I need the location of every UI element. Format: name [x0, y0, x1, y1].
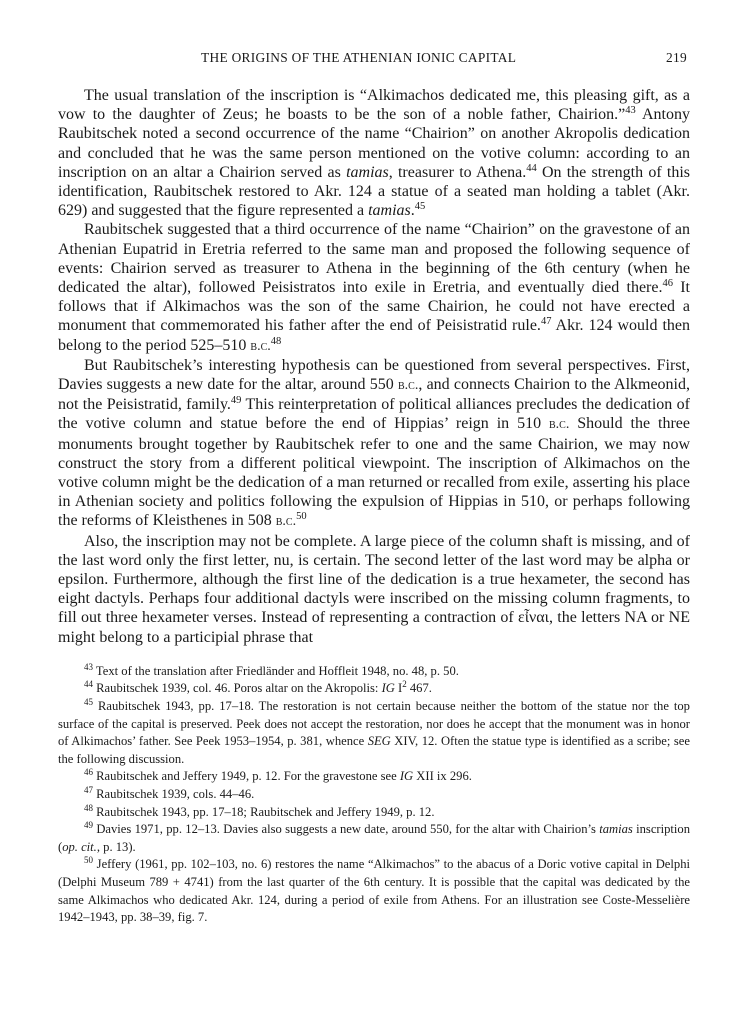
- running-title: THE ORIGINS OF THE ATHENIAN IONIC CAPITAL: [201, 50, 517, 65]
- note-ref-43[interactable]: 43: [625, 105, 636, 117]
- note-ref-49[interactable]: 49: [230, 395, 242, 407]
- footnote-44: $^{44}$ Raubitschek 1939, col. 46. Poros altar on the Akropolis: IG $I^2$ 467.: [84, 679, 432, 696]
- note-ref-50[interactable]: 50: [296, 511, 307, 523]
- footnote-46: $^{46}$ Raubitschek and Jeffery 1949, p. 12. For the gravestone see IG XII ix 296.: [84, 767, 472, 784]
- footnote-47: $^{47}$ Raubitschek 1939, cols. 44–46.: [84, 785, 255, 802]
- note-ref-48[interactable]: 48: [270, 335, 282, 347]
- paragraph-4: Also, the inscription may not be complete. A large piece of the column shaft is missing, and of the last word only the first letter, nu, is certain. The second letter of the last word may be alpha or epsilon. Furthermore, although the first line of the dedication is a true hexameter, the second has eight dactyls. Perhaps four additional dactyls were inscribed on the missing column fragments, to fill out three hexameter verses. Instead of representing a contraction of εἶναι, the letters NA or NE might belong to a participial phrase that: [58, 532, 690, 646]
- footnote-43: $^{43}$ Text of the translation after Friedländer and Hoffleit 1948, no. 48, p. 50.: [84, 661, 459, 678]
- footnote-48: $^{48}$ Raubitschek 1943, pp. 17–18; Raubitschek and Jeffery 1949, p. 12.: [84, 802, 435, 819]
- footnote-45: $^{45}$ Raubitschek 1943, pp. 17–18. The restoration is not certain because neither the bottom of the statue nor the top surface of the capital is preserved. Peek does not accept the restoration, nor does he accept that the monument was in honor of Alkimachos’ father. See Peek 1953–1954, p. 381, whence SEG XIV, 12. Often the statue type is identified as a scribe; see the following discussion.: [58, 697, 690, 766]
- page-number: 219: [666, 50, 687, 65]
- paragraph-3: But Raubitschek’s interesting hypothesis can be questioned from several perspectives. First, Davies suggests a new date for the altar, around 550 b.c., and connects Chairion to the Alkmeonid, not the Peisistratid, family.$^{49}$ This reinterpretation of political alliances precludes the dedication of the votive column and statue before the end of Hippias’ reign in 510 b.c. Should the three monuments brought together by Raubitschek refer to one and the same Chairion, we may now construct the story from a different political viewpoint. The inscription of Alkimachos on the votive column might be the dedication of a man returned or recalled from exile, asserting his place in Athenian society and politics following the expulsion of Hippias in 510, or perhaps following the reforms of Kleisthenes in 508 b.c.$^{50}$: [58, 356, 691, 530]
- note-ref-44[interactable]: 44: [526, 162, 537, 174]
- paragraph-2: Raubitschek suggested that a third occurrence of the name “Chairion” on the gravestone of an Athenian Eupatrid in Eretria referred to the same man and proposed the following sequence of events: Chairion served as treasurer to Athena in the beginning of the 6th century (when he dedicated the altar), followed Peisistratos into exile in Eretria, and eventually died there.$^{46}$ It follows that if Alkimachos was the son of the same Chairion, he could not have erected a monument that commemorated his father after the end of Peisistratid rule.$^{47}$ Akr. 124 would then belong to the period 525–510 b.c.$^{48}$: [58, 221, 690, 354]
- running-header: [58, 50, 690, 72]
- main-text: [58, 86, 690, 647]
- footnotes: [58, 663, 690, 927]
- footnote-50: $^{50}$ Jeffery (1961, pp. 102–103, no. 6) restores the name “Alkimachos” to the abacus of a Doric votive capital in Delphi (Delphi Museum 789 + 4741) from the last quarter of the 6th century. It is possible that the capital was dedicated by the same Alkimachos who dedicated Akr. 124, during a period of exile from Athens. For an illustration see Coste-Messelière 1942–1943, pp. 38–39, fig. 7.: [58, 855, 690, 925]
- footnote-49: $^{49}$ Davies 1971, pp. 12–13. Davies also suggests a new date, around 550, for the altar with Chairion’s tamias inscription (op. cit., p. 13).: [58, 820, 690, 854]
- page: [58, 50, 690, 927]
- note-ref-47[interactable]: 47: [540, 316, 552, 328]
- note-ref-46[interactable]: 46: [662, 278, 673, 290]
- paragraph-1: The usual translation of the inscription is “Alkimachos dedicated me, this pleasing gift, as a vow to the daughter of Zeus; he boasts to be the son of a noble father, Chairion.”$^{43}$ Antony Raubitschek noted a second occurrence of the name “Chairion” on another Akropolis dedication and concluded that he was the same person mentioned on the votive column: according to an inscription on an altar a Chairion served as tamias, treasurer to Athena.$^{44}$ On the strength of this identification, Raubitschek restored to Akr. 124 a statue of a seated man holding a tablet (Akr. 629) and suggested that the figure represented a tamias.$^{45}$: [58, 87, 691, 220]
- note-ref-45[interactable]: 45: [414, 201, 426, 213]
